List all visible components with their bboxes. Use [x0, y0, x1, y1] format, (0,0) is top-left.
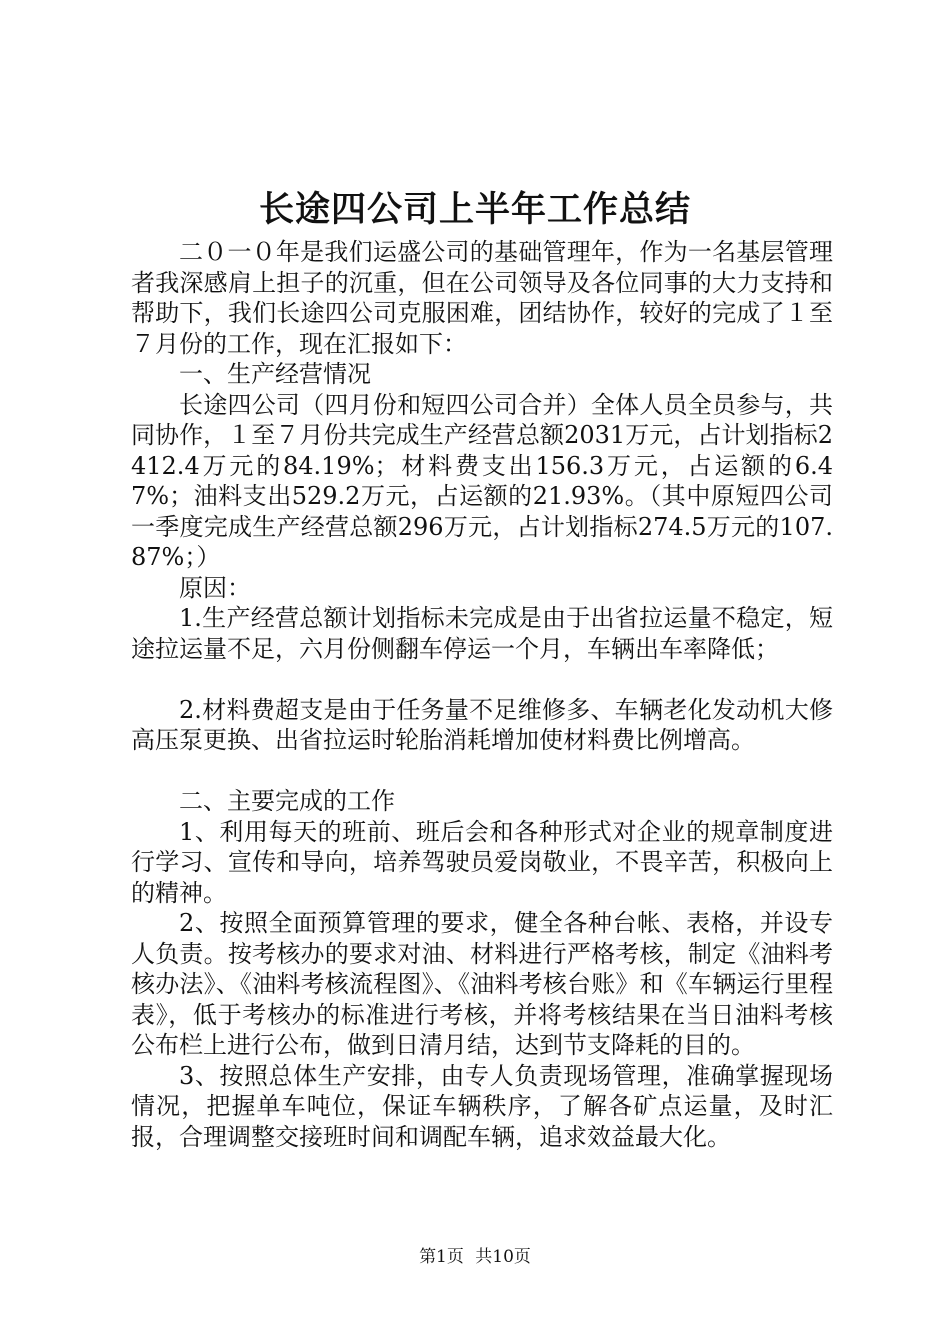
section-heading-production: 一、生产经营情况	[179, 360, 371, 388]
production-summary-paragraph: 长途四公司（四月份和短四公司合并）全体人员全员参与，共同协作，１至７月份共完成生产经营总额2031万元，占计划指标2412.4万元的84.19%；材料费支出156.3万元，占运额的6.47%；油料支出529.2万元，占运额的21.93%。（其中原短四公司一季度完成生产经营总额296万元，占计划指标274.5万元的107.87%；）	[131, 390, 833, 571]
paragraph-spacer	[131, 756, 833, 787]
document-body	[131, 237, 833, 1152]
work-item-2: 2、按照全面预算管理的要求，健全各种台帐、表格，并设专人负责。按考核办的要求对油、材料进行严格考核，制定《油料考核办法》、《油料考核流程图》、《油料考核台账》和《车辆运行里程表》，低于考核办的标准进行考核，并将考核结果在当日油料考核公布栏上进行公布，做到日清月结，达到节支降耗的目的。	[131, 909, 833, 1059]
page-total: 共10页	[475, 1247, 531, 1267]
reasons-label: 原因：	[179, 573, 251, 602]
section-heading-work: 二、主要完成的工作	[179, 787, 395, 815]
paragraph-spacer	[131, 664, 833, 695]
document-title: 长途四公司上半年工作总结	[258, 190, 691, 230]
work-item-1: 1、利用每天的班前、班后会和各种形式对企业的规章制度进行学习、宣传和导向，培养驾驶员爱岗敬业，不畏辛苦，积极向上的精神。	[131, 817, 833, 907]
reason-item-1: 1.生产经营总额计划指标未完成是由于出省拉运量不稳定，短途拉运量不足，六月份侧翻车停运一个月，车辆出车率降低；	[131, 604, 833, 663]
page-footer	[0, 1246, 950, 1268]
work-item-3: 3、按照总体生产安排，由专人负责现场管理，准确掌握现场情况，把握单车吨位，保证车辆秩序，了解各矿点运量，及时汇报，合理调整交接班时间和调配车辆，追求效益最大化。	[131, 1061, 833, 1151]
reason-item-2: 2.材料费超支是由于任务量不足维修多、车辆老化发动机大修高压泵更换、出省拉运时轮胎消耗增加使材料费比例增高。	[131, 695, 833, 754]
page-number: 第1页	[419, 1247, 464, 1267]
intro-paragraph: 二０一０年是我们运盛公司的基础管理年，作为一名基层管理者我深感肩上担子的沉重，但在公司领导及各位同事的大力支持和帮助下，我们长途四公司克服困难，团结协作，较好的完成了１至７月份的工作，现在汇报如下：	[131, 238, 833, 358]
